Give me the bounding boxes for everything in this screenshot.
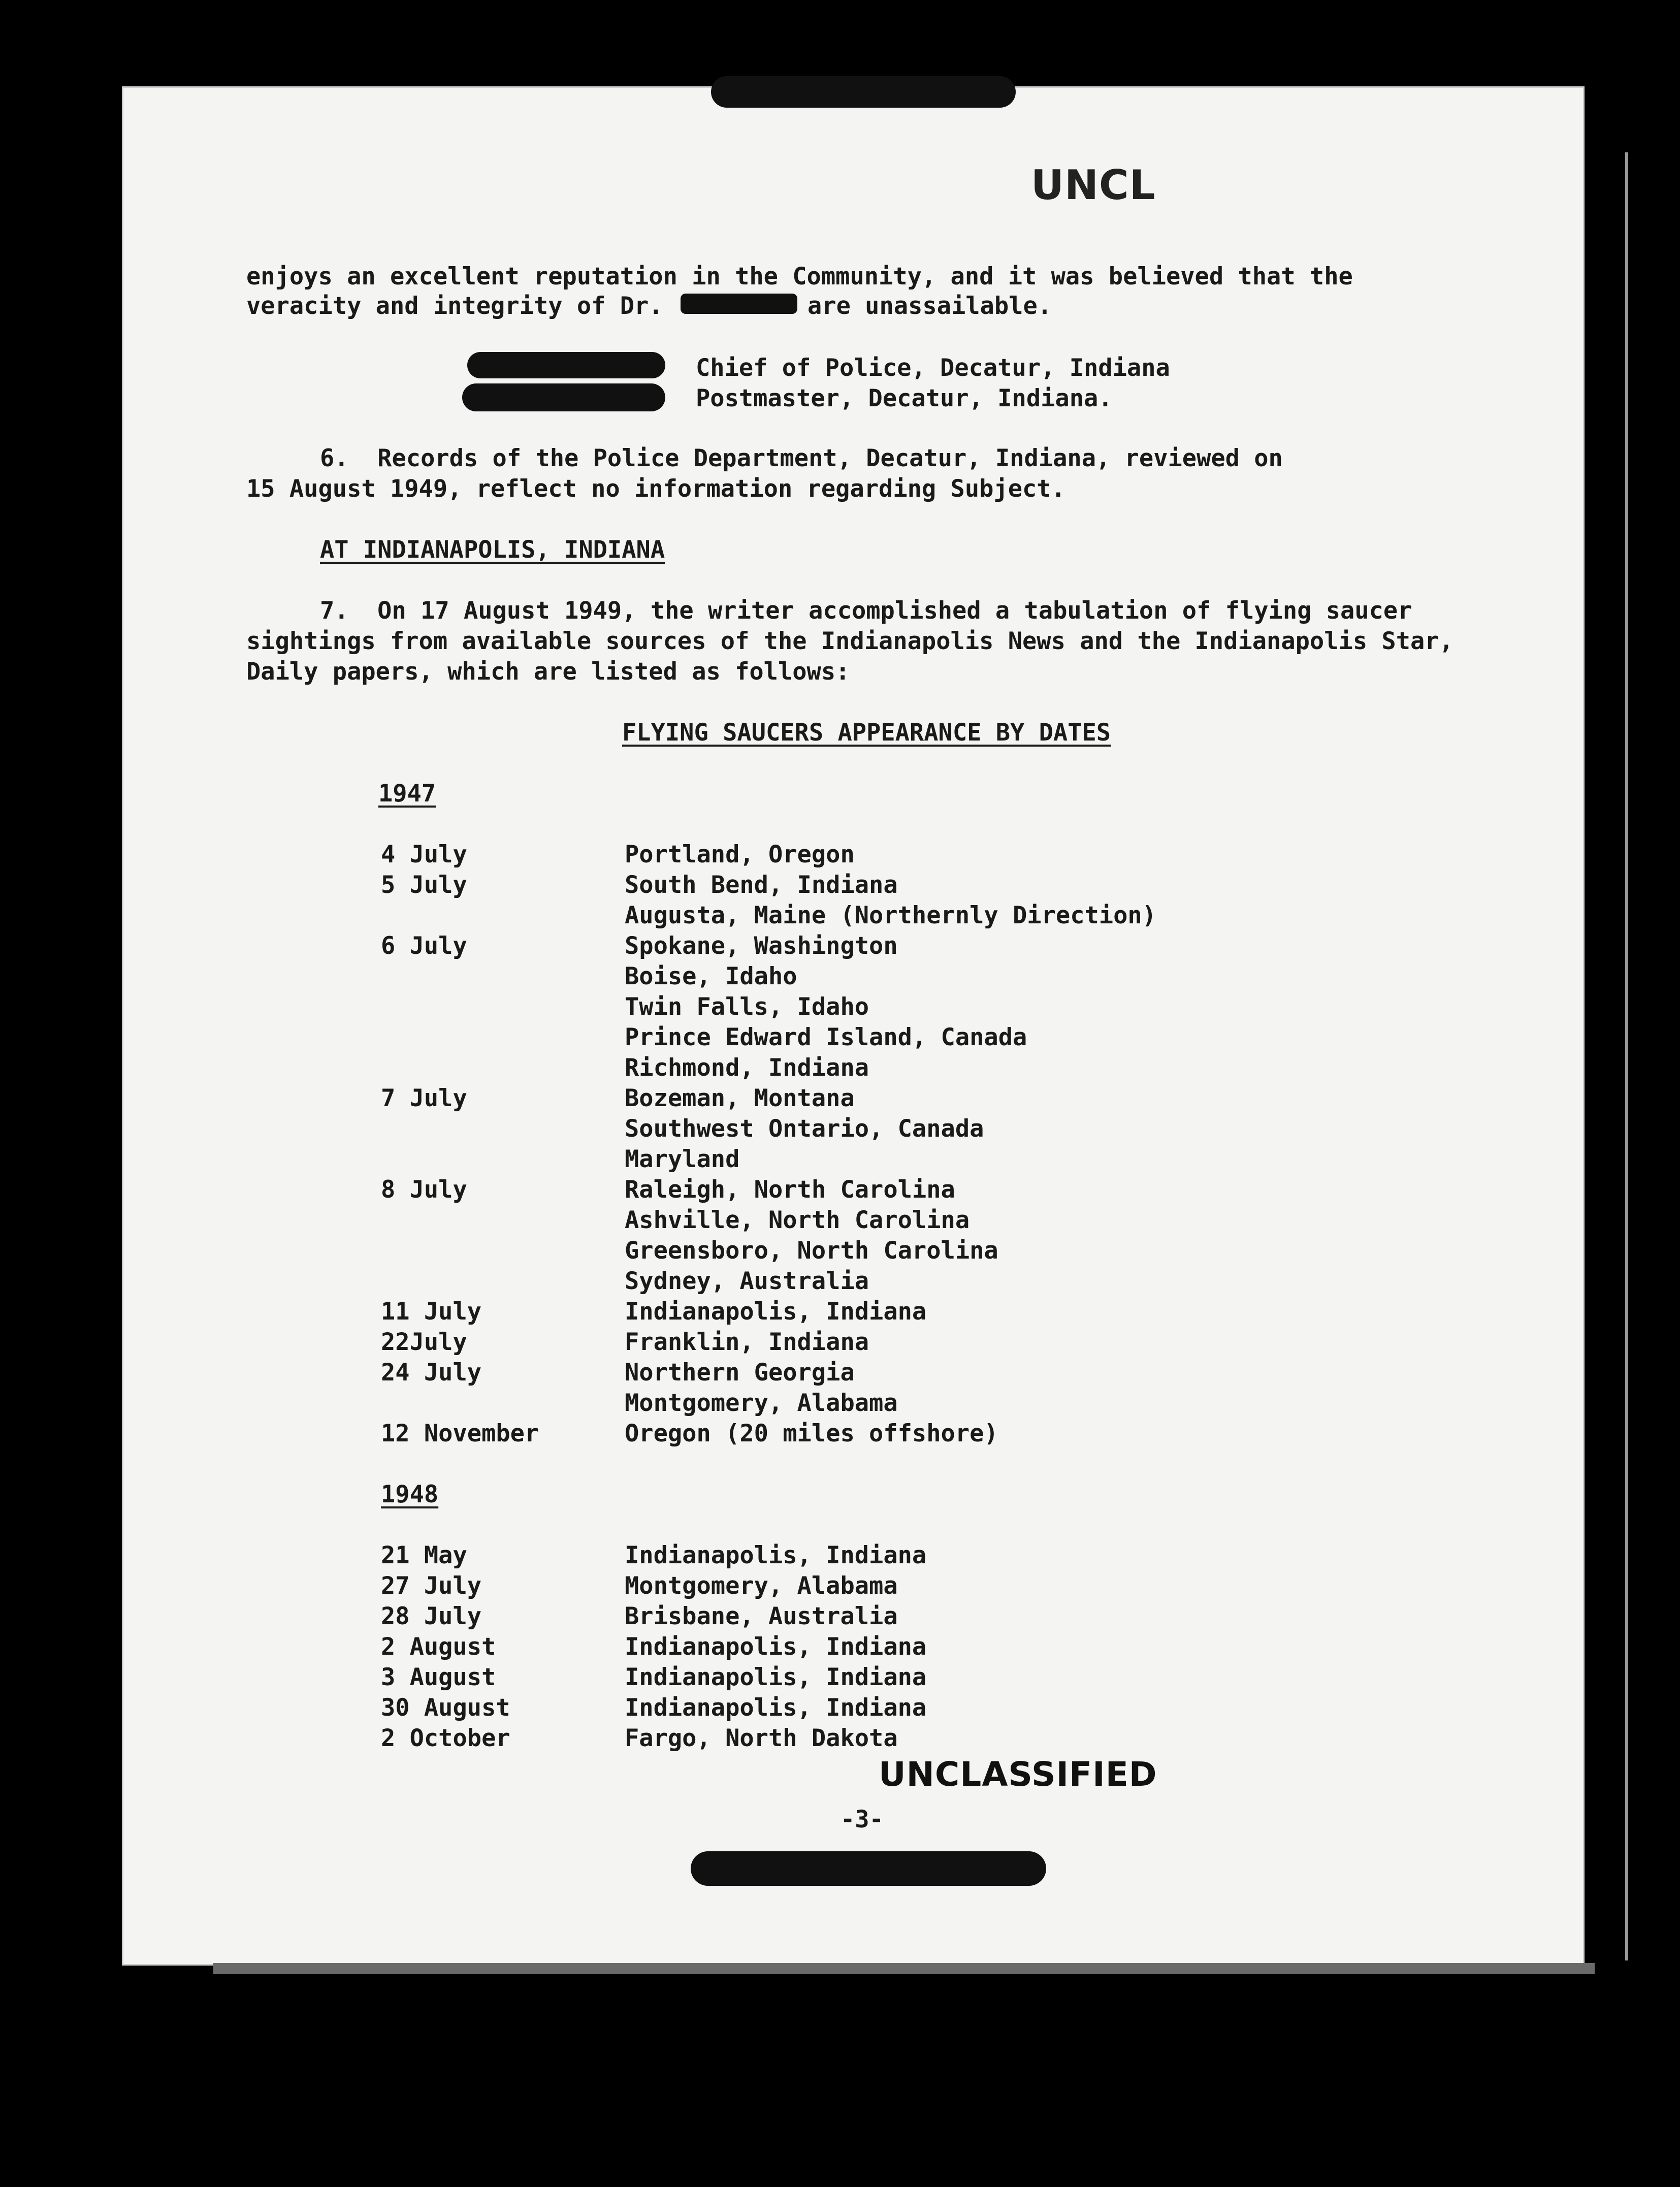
sighting-date: 11 July <box>381 1298 482 1326</box>
sighting-place: Southwest Ontario, Canada <box>625 1115 984 1143</box>
sighting-date: 22July <box>381 1328 467 1356</box>
redacted-contact-1 <box>467 352 665 378</box>
sighting-date: 27 July <box>381 1572 482 1600</box>
sighting-place: Montgomery, Alabama <box>625 1389 898 1417</box>
sighting-place: Indianapolis, Indiana <box>625 1663 927 1691</box>
bottom-redaction-bar <box>691 1851 1046 1886</box>
sighting-date: 6 July <box>381 932 467 960</box>
sighting-place: Prince Edward Island, Canada <box>625 1023 1027 1051</box>
sighting-place: Indianapolis, Indiana <box>625 1298 927 1326</box>
page-number: -3- <box>841 1806 884 1834</box>
sighting-place: Bozeman, Montana <box>625 1084 855 1112</box>
sighting-date: 4 July <box>381 841 467 869</box>
sighting-place: Fargo, North Dakota <box>625 1724 898 1752</box>
sighting-place: Augusta, Maine (Northernly Direction) <box>625 902 1156 929</box>
sighting-place: Spokane, Washington <box>625 932 898 960</box>
sighting-place: Twin Falls, Idaho <box>625 993 869 1021</box>
contact-postmaster: Postmaster, Decatur, Indiana. <box>696 384 1113 412</box>
sighting-place: Boise, Idaho <box>625 962 797 990</box>
sighting-date: 21 May <box>381 1541 467 1569</box>
sighting-place: South Bend, Indiana <box>625 871 898 899</box>
sighting-date: 2 October <box>381 1724 510 1752</box>
sighting-place: Richmond, Indiana <box>625 1054 869 1082</box>
sighting-place: Indianapolis, Indiana <box>625 1633 927 1661</box>
sighting-place: Ashville, North Carolina <box>625 1206 970 1234</box>
page-shadow <box>213 1963 1595 1974</box>
sighting-date: 8 July <box>381 1176 467 1204</box>
sighting-place: Greensboro, North Carolina <box>625 1237 998 1265</box>
sighting-place: Raleigh, North Carolina <box>625 1176 955 1204</box>
redacted-contact-2 <box>462 383 665 411</box>
para7-line-2: sightings from available sources of the Indianapolis News and the Indianapolis Star, <box>246 627 1453 655</box>
sighting-place: Brisbane, Australia <box>625 1602 898 1630</box>
footer-classification-stamp: UNCLASSIFIED <box>879 1755 1157 1794</box>
sighting-place: Oregon (20 miles offshore) <box>625 1420 998 1448</box>
header-classification-stamp: UNCL <box>1031 162 1156 209</box>
sighting-place: Indianapolis, Indiana <box>625 1694 927 1722</box>
sighting-place: Franklin, Indiana <box>625 1328 869 1356</box>
year-heading-1948: 1948 <box>381 1481 439 1508</box>
sighting-date: 7 July <box>381 1084 467 1112</box>
para6-line-2: 15 August 1949, reflect no information regarding Subject. <box>246 475 1065 503</box>
sighting-place: Portland, Oregon <box>625 841 855 869</box>
sighting-date: 2 August <box>381 1633 496 1661</box>
sighting-date: 28 July <box>381 1602 482 1630</box>
para7-line-1: 7. On 17 August 1949, the writer accomplished a tabulation of flying saucer <box>320 597 1412 625</box>
sighting-place: Indianapolis, Indiana <box>625 1541 927 1569</box>
sighting-place: Montgomery, Alabama <box>625 1572 898 1600</box>
redacted-name <box>681 294 797 314</box>
sighting-place: Sydney, Australia <box>625 1267 869 1295</box>
top-redaction-bar <box>711 76 1016 108</box>
sighting-place: Maryland <box>625 1145 740 1173</box>
year-heading-1947: 1947 <box>378 780 436 808</box>
page-edge <box>1625 152 1628 1960</box>
para7-line-3: Daily papers, which are listed as follows: <box>246 658 850 686</box>
continuation-line-2-start: veracity and integrity of Dr. <box>246 292 663 320</box>
sighting-date: 3 August <box>381 1663 496 1691</box>
para6-line-1: 6. Records of the Police Department, Decatur, Indiana, reviewed on <box>320 444 1283 472</box>
sighting-date: 12 November <box>381 1420 539 1448</box>
sighting-date: 30 August <box>381 1694 510 1722</box>
sighting-date: 24 July <box>381 1359 482 1387</box>
table-title: FLYING SAUCERS APPEARANCE BY DATES <box>622 719 1111 747</box>
contact-chief-of-police: Chief of Police, Decatur, Indiana <box>696 354 1170 382</box>
sighting-place: Northern Georgia <box>625 1359 855 1387</box>
location-heading: AT INDIANAPOLIS, INDIANA <box>320 536 665 564</box>
sighting-date: 5 July <box>381 871 467 899</box>
continuation-line-1: enjoys an excellent reputation in the Community, and it was believed that the <box>246 263 1353 291</box>
continuation-line-2-end: are unassailable. <box>807 292 1052 320</box>
